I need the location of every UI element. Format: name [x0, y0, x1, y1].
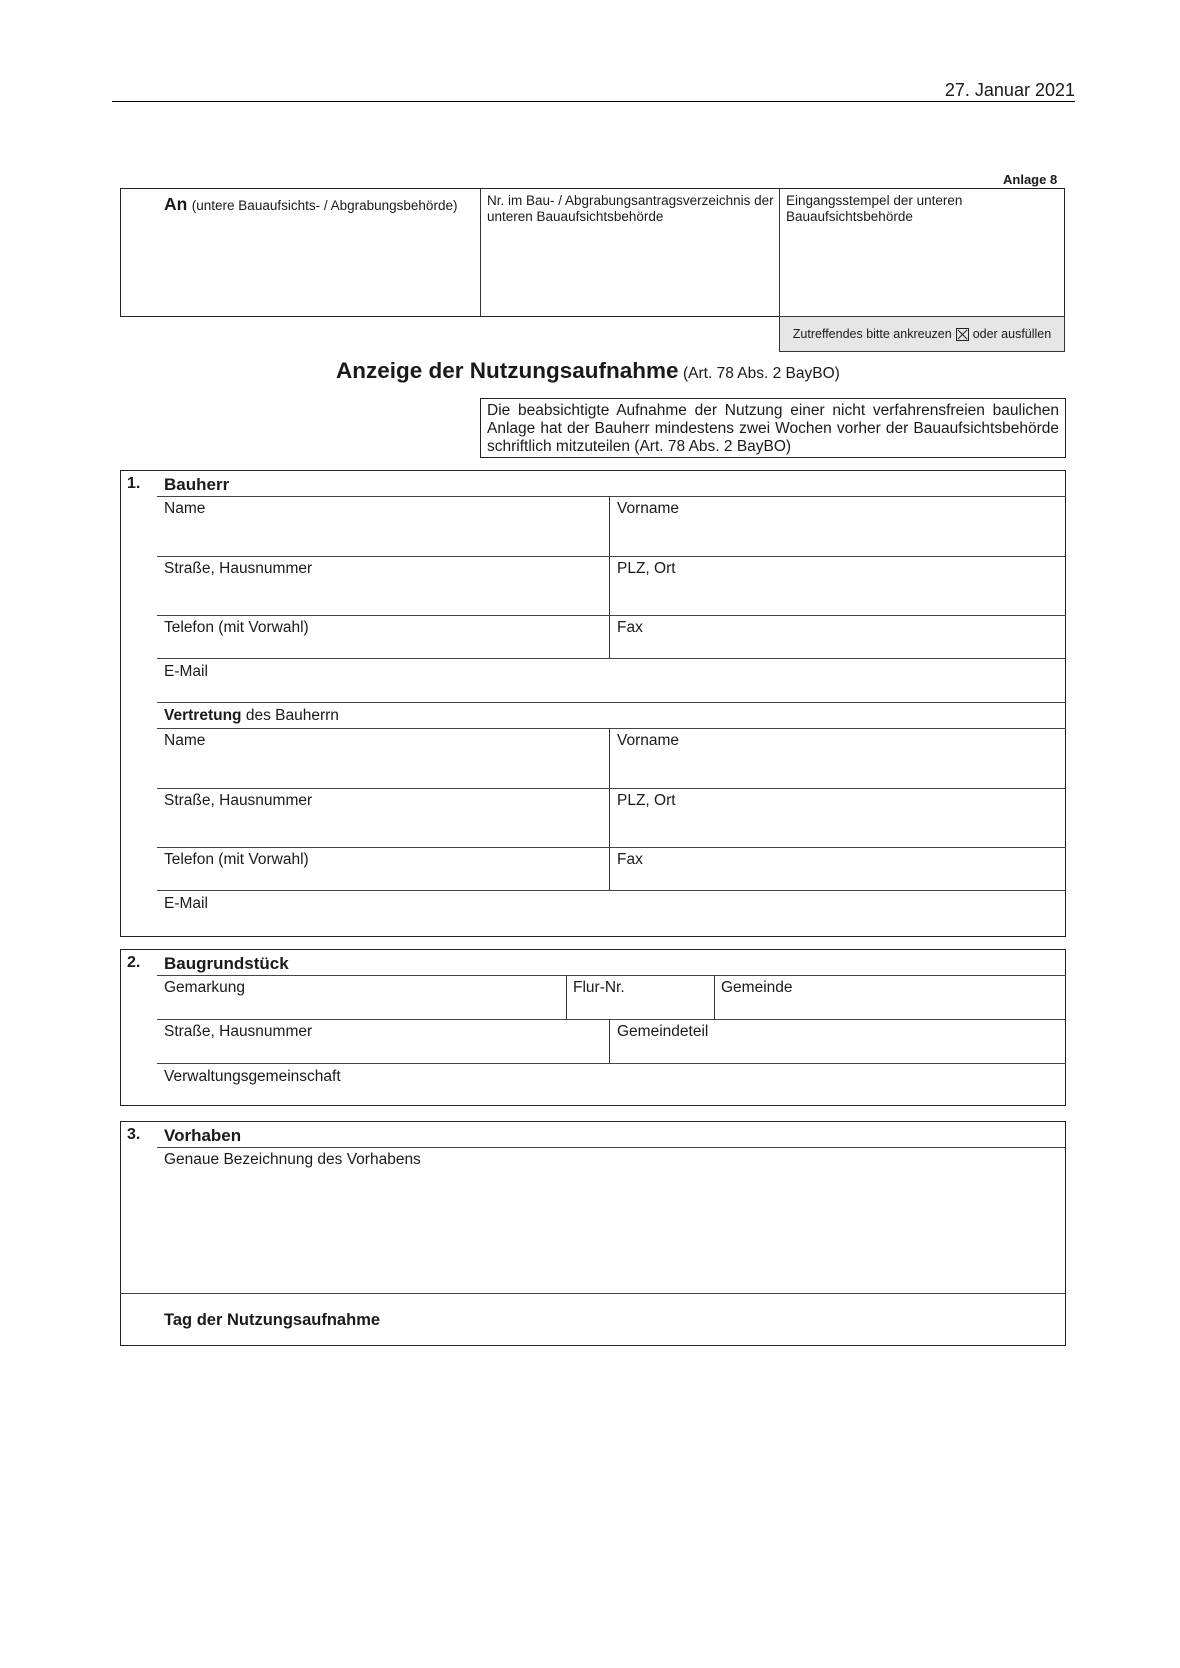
flur-nr-field[interactable]: Flur-Nr.	[573, 979, 625, 996]
box-divider	[779, 188, 780, 317]
row-line	[157, 556, 1066, 557]
nutzungsaufnahme-date-field[interactable]: Tag der Nutzungsaufnahme	[164, 1311, 381, 1329]
rep-vorname-field[interactable]: Vorname	[617, 732, 680, 749]
rep-strasse-field[interactable]: Straße, Hausnummer	[164, 792, 313, 809]
row-line	[157, 615, 1066, 616]
representative-heading	[164, 707, 339, 725]
rep-plz-ort-field[interactable]: PLZ, Ort	[617, 792, 676, 809]
col-divider	[609, 496, 610, 658]
addressee-sub: (untere Bauaufsichts- / Abgrabungsbehörde)	[191, 198, 458, 213]
rep-telefon-field[interactable]: Telefon (mit Vorwahl)	[164, 851, 309, 868]
telefon-field[interactable]: Telefon (mit Vorwahl)	[164, 619, 309, 636]
vorhaben-description-field[interactable]: Genaue Bezeichnung des Vorhabens	[164, 1151, 421, 1168]
name-field[interactable]: Name	[164, 500, 206, 517]
section-number: 1.	[127, 475, 141, 492]
box-divider	[480, 188, 481, 317]
title-main: Anzeige der Nutzungsaufnahme	[336, 358, 679, 383]
row-line	[120, 1293, 1066, 1294]
row-line	[157, 847, 1066, 848]
notice-box: Die beabsichtigte Aufnahme der Nutzung einer nicht verfahrensfreien baulichen Anlage hat der Bauherr mindestens zwei Wochen vorher der Bauaufsichtsbehörde schriftlich mitzuteilen (Art. 78 Abs. 2 BayBO)	[480, 398, 1066, 458]
hint-bar	[779, 316, 1065, 352]
row-line	[157, 975, 1066, 976]
checkbox-crossed-icon	[956, 328, 969, 341]
header-rule	[112, 101, 1075, 102]
row-line	[157, 1063, 1066, 1064]
representative-rest: des Bauherrn	[245, 707, 339, 724]
row-line	[157, 702, 1066, 703]
hint-text-after: oder ausfüllen	[972, 327, 1052, 341]
row-line	[157, 890, 1066, 891]
page-title	[336, 358, 840, 384]
col-divider	[609, 728, 610, 890]
row-line	[157, 496, 1066, 497]
section-number: 2.	[127, 954, 141, 971]
col-divider	[566, 975, 567, 1019]
row-line	[157, 658, 1066, 659]
representative-bold: Vertretung	[164, 707, 242, 724]
gemarkung-field[interactable]: Gemarkung	[164, 979, 245, 996]
vorname-field[interactable]: Vorname	[617, 500, 680, 517]
strasse-field[interactable]: Straße, Hausnummer	[164, 1023, 313, 1040]
fax-field[interactable]: Fax	[617, 619, 643, 636]
col-divider	[714, 975, 715, 1019]
section-title: Baugrundstück	[164, 954, 289, 973]
title-sub: (Art. 78 Abs. 2 BayBO)	[683, 365, 840, 382]
row-line	[157, 1019, 1066, 1020]
gemeinde-field[interactable]: Gemeinde	[721, 979, 793, 996]
verwaltungsgemeinschaft-field[interactable]: Verwaltungsgemeinschaft	[164, 1068, 341, 1085]
row-line	[157, 728, 1066, 729]
stamp-field: Eingangsstempel der unteren Bauaufsichtsbehörde	[786, 193, 963, 224]
section-number: 3.	[127, 1126, 141, 1143]
hint-text: Zutreffendes bitte ankreuzen	[792, 327, 952, 341]
col-divider	[609, 1019, 610, 1063]
rep-fax-field[interactable]: Fax	[617, 851, 643, 868]
gemeindeteil-field[interactable]: Gemeindeteil	[617, 1023, 709, 1040]
row-line	[157, 788, 1066, 789]
addressee-label: An	[164, 194, 188, 214]
section-title: Vorhaben	[164, 1126, 242, 1145]
strasse-field[interactable]: Straße, Hausnummer	[164, 560, 313, 577]
register-number-field[interactable]: Nr. im Bau- / Abgrabungsantragsverzeichnis der unteren Bauaufsichtsbehörde	[487, 193, 774, 224]
rep-name-field[interactable]: Name	[164, 732, 206, 749]
section-title: Bauherr	[164, 475, 230, 494]
plz-ort-field[interactable]: PLZ, Ort	[617, 560, 676, 577]
annex-label: Anlage 8	[1003, 172, 1058, 187]
email-field[interactable]: E-Mail	[164, 663, 208, 680]
document-date: 27. Januar 2021	[944, 80, 1075, 100]
addressee-field[interactable]	[164, 194, 476, 215]
rep-email-field[interactable]: E-Mail	[164, 895, 208, 912]
row-line	[157, 1147, 1066, 1148]
